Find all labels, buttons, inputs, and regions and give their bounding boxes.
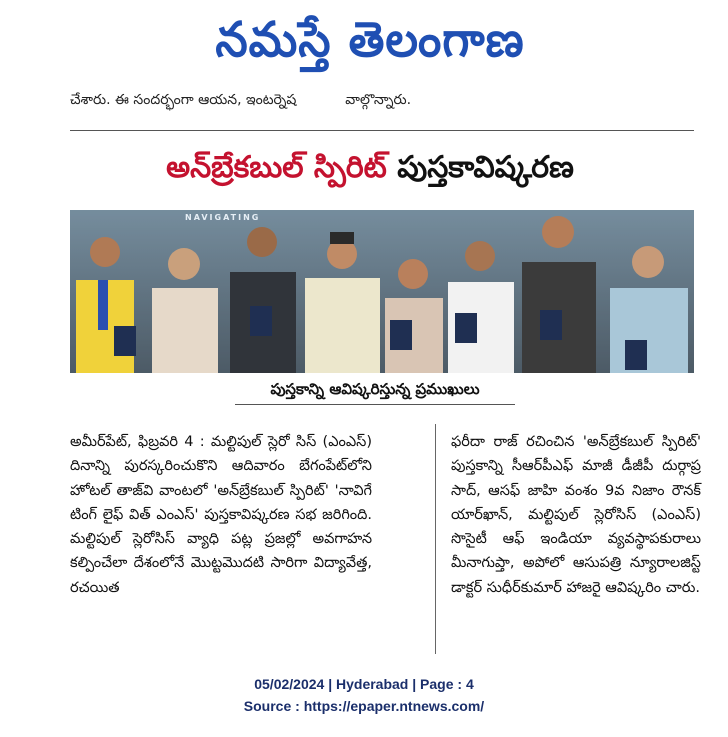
divider-rule bbox=[70, 130, 694, 131]
headline-black-part: పుస్తకావిష్కరణ bbox=[397, 150, 574, 185]
book-4 bbox=[455, 313, 477, 343]
headline-red-part: అన్‌బ్రేకబుల్ స్పిరిట్ bbox=[166, 150, 387, 185]
masthead-title: నమస్తే తెలంగాణ bbox=[215, 10, 525, 68]
prev-line-right: వాల్గొన్నారు. bbox=[345, 92, 412, 108]
prev-line-left: చేశారు. ఈ సందర్భంగా ఆయన, ఇంటర్నెష bbox=[70, 92, 297, 108]
photo-banner-text: NAVIGATING bbox=[185, 213, 261, 222]
article-column-left: అమీర్‌పేట్, ఫిబ్రవరి 4 : మల్టిపుల్ స్లెరో సిస్ (ఎంఎస్) దినాన్ని పురస్కరించుకొని ఆదివారం బేగంపేట్‌లోని హోటల్ తాజ్‌వి వాంటలో 'అన్‌బ్రేకబుల్ స్పిరిట్' 'నావిగే టింగ్ లైఫ్ విత్ ఎంఎస్' పుస్తకావిష్కరణ సభ జరిగింది. మల్టిపుల్ స్లెరోసిస్ వ్యాధి పట్ల ప్రజల్లో అవగాహన కల్పించేలా దేశంలోనే మొట్టమొదటి సారిగా విద్యావేత్త, రచయిత bbox=[70, 434, 372, 596]
book-6 bbox=[625, 340, 647, 370]
photo-caption: పుస్తకాన్ని ఆవిష్కరిస్తున్న ప్రముఖులు bbox=[270, 380, 480, 398]
book-3 bbox=[390, 320, 412, 350]
masthead bbox=[0, 0, 728, 80]
previous-article-tail bbox=[70, 92, 710, 111]
event-photo-illustration bbox=[70, 210, 694, 373]
footer-date-line: 05/02/2024 | Hyderabad | Page : 4 bbox=[254, 676, 474, 692]
column-divider bbox=[435, 424, 436, 654]
article-headline bbox=[110, 150, 630, 192]
footer-source-line: Source : https://epaper.ntnews.com/ bbox=[243, 698, 485, 714]
caption-underline bbox=[235, 404, 515, 405]
article-column-right: ఫరీదా రాజ్ రచించిన 'అన్‌బ్రేకబుల్ స్పిరిట్' పుస్తకాన్ని సీఆర్‌పీఎఫ్ మాజీ డీజీపీ దుర్గాప్ర సాద్, ఆసఫ్ జాహి వంశం 9వ నిజాం రౌనక్ యార్‌ఖాన్, మల్టిపుల్ స్లెరోసిస్ (ఎంఎస్) సొసైటీ ఆఫ్ ఇండియా వ్యవస్థాపకురాలు మీనాగుప్తా, అపోలో ఆసుపత్రి న్యూరాలజిస్ట్ డాక్టర్ సుధీర్‌కుమార్ హాజరై ఆవిష్కరిం చారు. bbox=[451, 434, 701, 596]
article-photo bbox=[70, 210, 694, 373]
book-5 bbox=[540, 310, 562, 340]
book-2 bbox=[250, 306, 272, 336]
book-1 bbox=[114, 326, 136, 356]
